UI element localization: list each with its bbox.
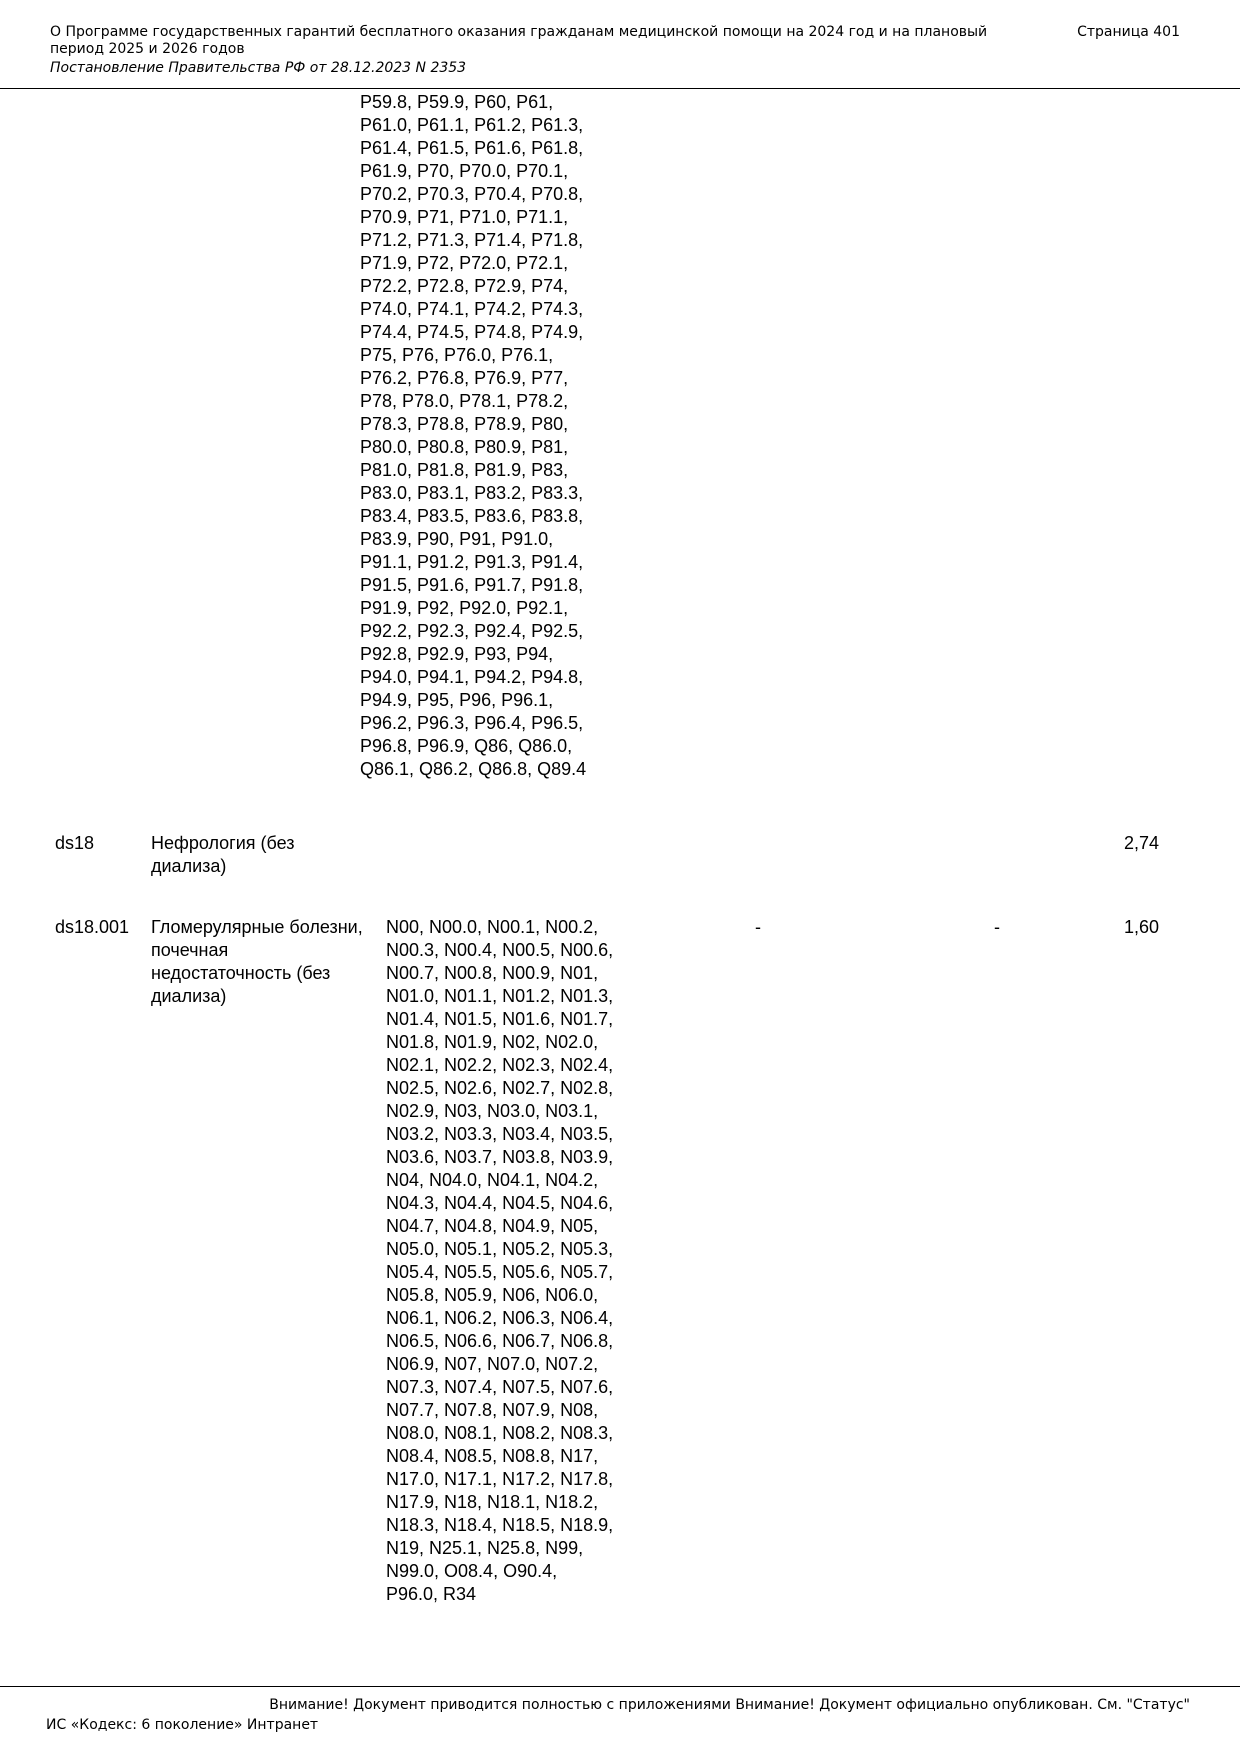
row-extra-criteria: -	[994, 917, 1000, 937]
document-title: О Программе государственных гарантий бесплатного оказания гражданам медицинской помощи на 2024 год и на плановый период 2025 и 2026 годов	[50, 24, 988, 57]
header-divider	[0, 88, 1240, 89]
row-name: Нефрология (без диализа)	[151, 833, 295, 876]
row-name: Гломерулярные болезни, почечная недостаточность (без диализа)	[151, 917, 363, 1006]
row-code: ds18.001	[55, 917, 130, 937]
document-subtitle: Постановление Правительства РФ от 28.12.2023 N 2353	[50, 60, 467, 76]
continuation-diagnosis-codes: P59.8, P59.9, P60, P61, P61.0, P61.1, P61.2, P61.3, P61.4, P61.5, P61.6, P61.8, P61.9, P70, P70.0, P70.1, P70.2, P70.3, P70.4, P70.8, P70.9, P71, P71.0, P71.1, P71.2, P71.3, P71.4, P71.8, P71.9, P72, P72.0, P72.1, P72.2, P72.8, P72.9, P74, P74.0, P74.1, P74.2, P74.3, P74.4, P74.5, P74.8, P74.9, P75, P76, P76.0, P76.1, P76.2, P76.8, P76.9, P77, P78, P78.0, P78.1, P78.2, P78.3, P78.8, P78.9, P80, P80.0, P80.8, P80.9, P81, P81.0, P81.8, P81.9, P83, P83.0, P83.1, P83.2, P83.3, P83.4, P83.5, P83.6, P83.8, P83.9, P90, P91, P91.0, P91.1, P91.2, P91.3, P91.4, P91.5, P91.6, P91.7, P91.8, P91.9, P92, P92.0, P92.1, P92.2, P92.3, P92.4, P92.5, P92.8, P92.9, P93, P94, P94.0, P94.1, P94.2, P94.8, P94.9, P95, P96, P96.1, P96.2, P96.3, P96.4, P96.5, P96.8, P96.9, Q86, Q86.0, Q86.1, Q86.2, Q86.8, Q89.4	[360, 92, 587, 779]
footer-notice: Внимание! Документ приводится полностью с приложениями Внимание! Документ официально опубликован. См. "Статус"	[269, 1697, 1190, 1713]
row-procedure-codes: -	[755, 917, 761, 937]
row-code: ds18	[55, 833, 95, 853]
footer-system-name: ИС «Кодекс: 6 поколение» Интранет	[46, 1717, 319, 1733]
row-coefficient: 1,60	[1124, 917, 1160, 937]
row-diagnosis-codes: N00, N00.0, N00.1, N00.2, N00.3, N00.4, N00.5, N00.6, N00.7, N00.8, N00.9, N01, N01.0, N01.1, N01.2, N01.3, N01.4, N01.5, N01.6, N01.7, N01.8, N01.9, N02, N02.0, N02.1, N02.2, N02.3, N02.4, N02.5, N02.6, N02.7, N02.8, N02.9, N03, N03.0, N03.1, N03.2, N03.3, N03.4, N03.5, N03.6, N03.7, N03.8, N03.9, N04, N04.0, N04.1, N04.2, N04.3, N04.4, N04.5, N04.6, N04.7, N04.8, N04.9, N05, N05.0, N05.1, N05.2, N05.3, N05.4, N05.5, N05.6, N05.7, N05.8, N05.9, N06, N06.0, N06.1, N06.2, N06.3, N06.4, N06.5, N06.6, N06.7, N06.8, N06.9, N07, N07.0, N07.2, N07.3, N07.4, N07.5, N07.6, N07.7, N07.8, N07.9, N08, N08.0, N08.1, N08.2, N08.3, N08.4, N08.5, N08.8, N17, N17.0, N17.1, N17.2, N17.8, N17.9, N18, N18.1, N18.2, N18.3, N18.4, N18.5, N18.9, N19, N25.1, N25.8, N99, N99.0, O08.4, O90.4, P96.0, R34	[386, 917, 614, 1604]
footer-divider	[0, 1686, 1240, 1687]
page-number: Страница 401	[1077, 24, 1180, 40]
row-coefficient: 2,74	[1124, 833, 1160, 853]
